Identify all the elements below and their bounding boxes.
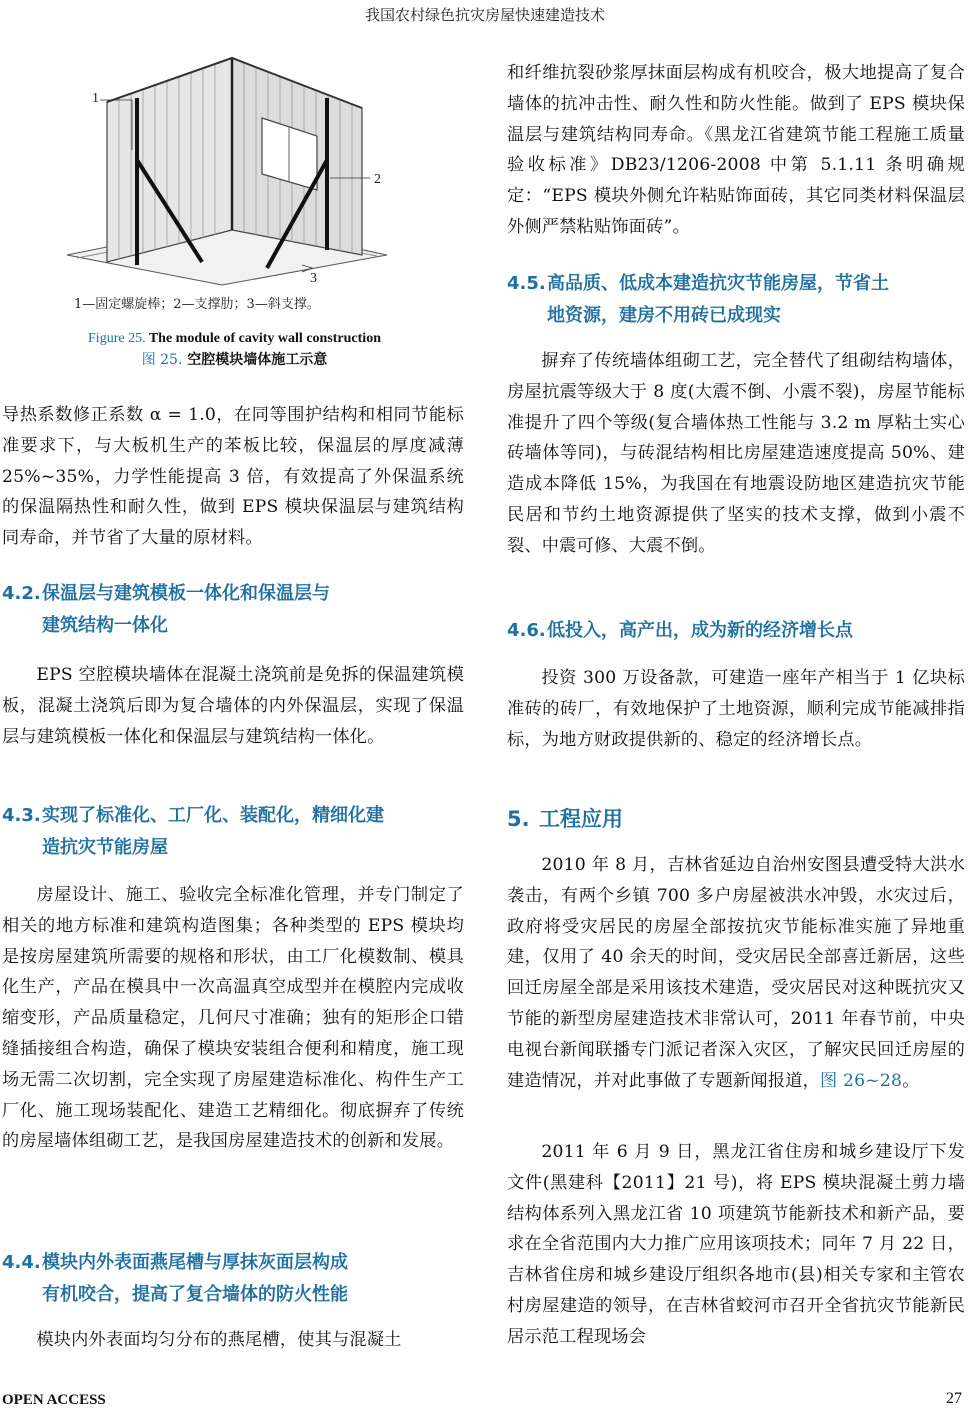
paragraph: 摒弃了传统墙体组砌工艺，完全替代了组砌结构墙体，房屋抗震等级大于 8 度(大震不倒、小震不裂)，房屋节能标准提升了四个等级(复合墙体热工性能与 3.2 m 厚粘土实心砖墙体等同)，与砖混结构相比房屋建造速度提高 50%、建造成本降低 15%，为我国在有地震设防地区建造抗灾节能民居和节约土地资源提供了坚实的技术支撑，做到小震不裂、中震可修、大震不倒。	[507, 351, 965, 556]
paragraph	[507, 850, 965, 1096]
section-number: 5.	[507, 807, 530, 831]
figure-caption-en	[62, 331, 407, 347]
figure-legend: 1—固定螺旋棒；2—支撑肋；3—斜支撑。	[74, 297, 320, 312]
section-heading-4-4	[2, 1247, 464, 1311]
section-title-line: 工程应用	[539, 807, 623, 831]
section-heading-5	[507, 803, 965, 835]
section-heading-4-3	[2, 800, 464, 864]
section-title-line: 地资源，建房不用砖已成现实	[547, 305, 781, 326]
section-title-line: 模块内外表面燕尾槽与厚抹灰面层构成	[42, 1252, 348, 1273]
section-title-line: 实现了标准化、工厂化、装配化，精细化建	[42, 805, 384, 826]
caption-zh-text: 空腔模块墙体施工示意	[182, 352, 328, 368]
section-title-line: 低投入，高产出，成为新的经济增长点	[547, 620, 853, 641]
figure-reference-link[interactable]: 图 26~28	[819, 1070, 903, 1091]
section-number: 4.5.	[507, 273, 546, 294]
paragraph: 2011 年 6 月 9 日，黑龙江省住房和城乡建设厅下发文件(黑建科【2011】21 号)，将 EPS 模块混凝土剪力墙结构体系列入黑龙江省 10 项建筑节能新技术和新产品，要求在全省范围内大力推广应用该项技术；同年 7 月 22 日，吉林省住房和城乡建设厅组织各地市(县)相关专家和主管农村房屋建造的领导，在吉林省蛟河市召开全省抗灾节能新民居示范工程现场会	[507, 1142, 965, 1347]
section-heading-4-6	[507, 615, 965, 647]
section-title-line: 保温层与建筑模板一体化和保温层与	[42, 583, 330, 604]
section-number: 4.4.	[2, 1252, 41, 1273]
figure-caption-zh	[62, 349, 407, 369]
caption-en-label: Figure 25.	[88, 331, 146, 346]
page-number: 27	[946, 1390, 962, 1407]
paragraph-text: 2010 年 8 月，吉林省延边自治州安图县遭受特大洪水袭击，有两个乡镇 700 多户房屋被洪水冲毁，水灾过后，政府将受灾居民的房屋全部按抗灾节能标准实施了异地重建，仅用了 40 余天的时间，受灾居民全部喜迁新居，这些回迁房屋全部是采用该技术建造，受灾居民对这种既抗灾又节能的新型房屋建造技术非常认可，2011 年春节前，中央电视台新闻联播专门派记者深入灾区，了解灾民回迁房屋的建造情况，并对此事做了专题新闻报道，	[507, 855, 965, 1091]
paragraph: 模块内外表面均匀分布的燕尾槽，使其与混凝土	[36, 1330, 402, 1350]
section-number: 4.3.	[2, 805, 41, 826]
paragraph: 导热系数修正系数 α = 1.0，在同等围护结构和相同节能标准要求下，与大板机生产的苯板比较，保温层的厚度减薄 25%~35%，力学性能提高 3 倍，有效提高了外保温系统的保温隔热性和耐久性，做到 EPS 模块保温层与建筑结构同寿命，并节省了大量的原材料。	[2, 405, 464, 549]
figure-25	[62, 50, 407, 368]
paragraph-text: 。	[902, 1070, 920, 1091]
section-title-line: 造抗灾节能房屋	[42, 837, 168, 858]
open-access-label: OPEN ACCESS	[2, 1392, 106, 1408]
paragraph: 房屋设计、施工、验收完全标准化管理，并专门制定了相关的地方标准和建筑构造图集；各种类型的 EPS 模块均是按房屋建筑所需要的规格和形状，由工厂化模数制、模具化生产，产品在模具中一次高温真空成型并在模腔内完成收缩变形，产品质量稳定，几何尺寸准确；独有的矩形企口错缝插接组合构造，确保了模块安装组合便利和精度，施工现场无需二次切割，完全实现了房屋建造标准化、构件生产工厂化、施工现场装配化、建造工艺精细化。彻底摒弃了传统的房屋墙体组砌工艺，是我国房屋建造技术的创新和发展。	[2, 885, 464, 1152]
callout-3: 3	[310, 271, 317, 286]
running-header: 我国农村绿色抗灾房屋快速建造技术	[364, 6, 605, 24]
callout-1: 1	[92, 91, 99, 106]
paragraph: 和纤维抗裂砂浆厚抹面层构成有机咬合，极大地提高了复合墙体的抗冲击性、耐久性和防火性能。做到了 EPS 模块保温层与建筑结构同寿命。《黑龙江省建筑节能工程施工质量验收标准》DB23/1206-2008 中第 5.1.11 条明确规定：“EPS 模块外侧允许粘贴饰面砖，其它同类材料保温层外侧严禁粘贴饰面砖”。	[507, 63, 965, 237]
section-title-line: 高品质、低成本建造抗灾节能房屋，节省土	[547, 273, 889, 294]
section-number: 4.6.	[507, 620, 546, 641]
section-heading-4-5	[507, 268, 965, 332]
section-title-line: 建筑结构一体化	[42, 615, 168, 636]
section-number: 4.2.	[2, 583, 41, 604]
paragraph: 投资 300 万设备款，可建造一座年产相当于 1 亿块标准砖的砖厂，有效地保护了土地资源，顺利完成节能减排指标，为地方财政提供新的、稳定的经济增长点。	[507, 668, 965, 750]
paragraph: EPS 空腔模块墙体在混凝土浇筑前是免拆的保温建筑模板，混凝土浇筑后即为复合墙体的内外保温层，实现了保温层与建筑模板一体化和保温层与建筑结构一体化。	[2, 665, 464, 747]
section-title-line: 有机咬合，提高了复合墙体的防火性能	[42, 1284, 348, 1305]
caption-zh-label: 图 25.	[141, 352, 183, 368]
wall-construction-illustration	[62, 50, 407, 290]
callout-2: 2	[374, 172, 381, 187]
caption-en-text: The module of cavity wall construction	[145, 331, 381, 346]
section-heading-4-2	[2, 578, 464, 642]
